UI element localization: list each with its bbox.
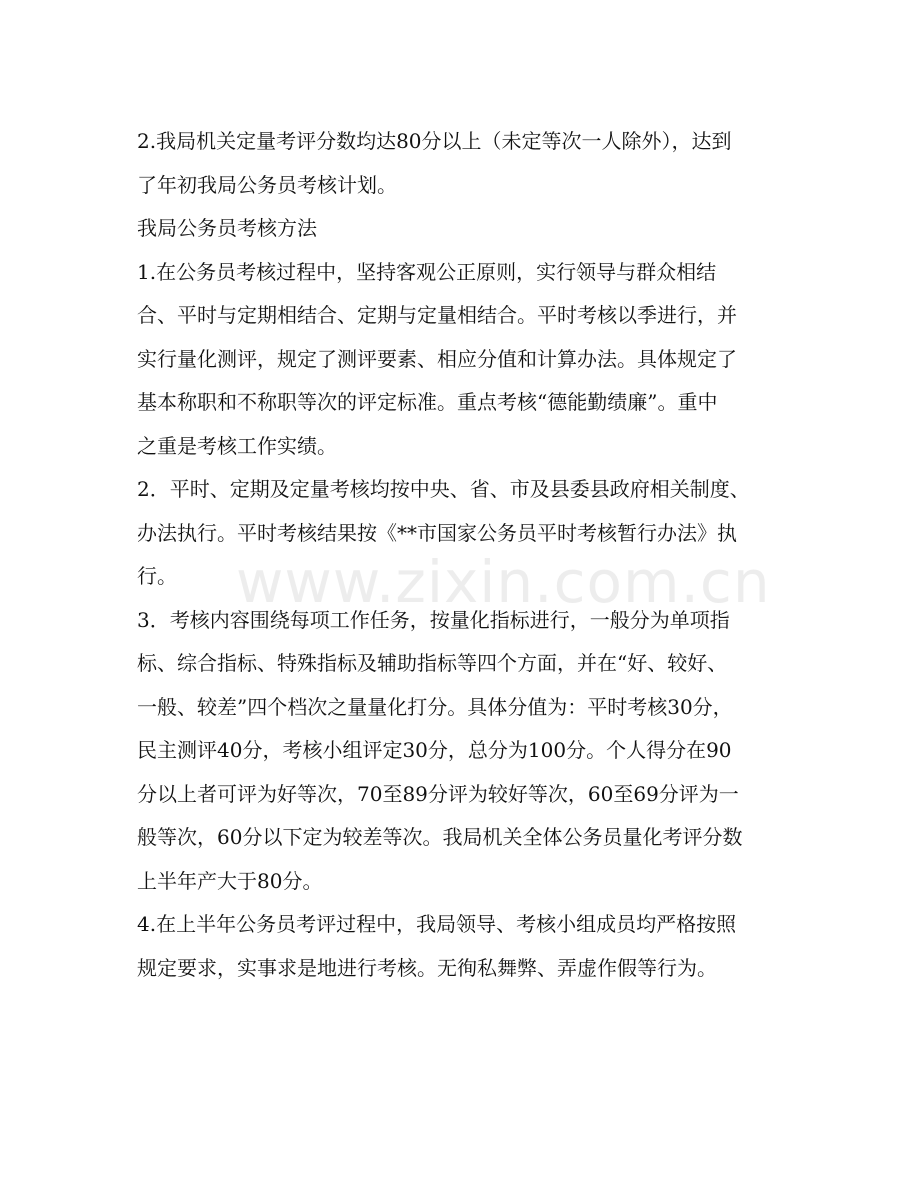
section-heading: 我局公务员考核方法 [137, 216, 317, 240]
text-line: 一般、较差”四个档次之量量化打分。具体分值为：平时考核30分， [137, 694, 733, 719]
text-line: 分以上者可评为好等次，70至89分评为较好等次，60至69分评为一 [137, 781, 739, 806]
text-line: 之重是考核工作实绩。 [137, 433, 337, 458]
text-line: 实行量化测评，规定了测评要素、相应分值和计算办法。具体规定了 [137, 346, 737, 371]
text-line: 基本称职和不称职等次的评定标准。重点考核“德能勤绩廉”。重中 [137, 390, 718, 414]
text-line: 合、平时与定期相结合、定期与定量相结合。平时考核以季进行，并 [137, 303, 737, 327]
text-line: 了年初我局公务员考核计划。 [137, 172, 397, 197]
text-line: 民主测评40分，考核小组评定30分，总分为100分。个人得分在90 [137, 738, 732, 762]
text-line: 行。 [137, 564, 177, 588]
text-line: 上半年产大于80分。 [137, 868, 323, 893]
text-line: 1.在公务员考核过程中，坚持客观公正原则，实行领导与群众相结 [137, 259, 717, 284]
text-line: 2.我局机关定量考评分数均达80分以上（未定等次一人除外），达到 [137, 129, 732, 153]
document-body [137, 120, 787, 990]
text-line: 2．平时、定期及定量考核均按中央、省、市及县委县政府相关制度、 [137, 477, 750, 501]
text-line: 标、综合指标、特殊指标及辅助指标等四个方面，并在“好、较好、 [137, 651, 728, 675]
text-line: 4.在上半年公务员考评过程中，我局领导、考核小组成员均严格按照 [137, 912, 737, 936]
text-line: 般等次，60分以下定为较差等次。我局机关全体公务员量化考评分数 [137, 825, 743, 849]
text-line: 办法执行。平时考核结果按《**市国家公务员平时考核暂行办法》执 [137, 520, 737, 545]
text-line: 3．考核内容围绕每项工作任务，按量化指标进行，一般分为单项指 [137, 607, 730, 632]
text-line: 规定要求，实事求是地进行考核。无徇私舞弊、弄虚作假等行为。 [137, 955, 717, 980]
watermark: www.zixin.com.cn [236, 548, 771, 616]
